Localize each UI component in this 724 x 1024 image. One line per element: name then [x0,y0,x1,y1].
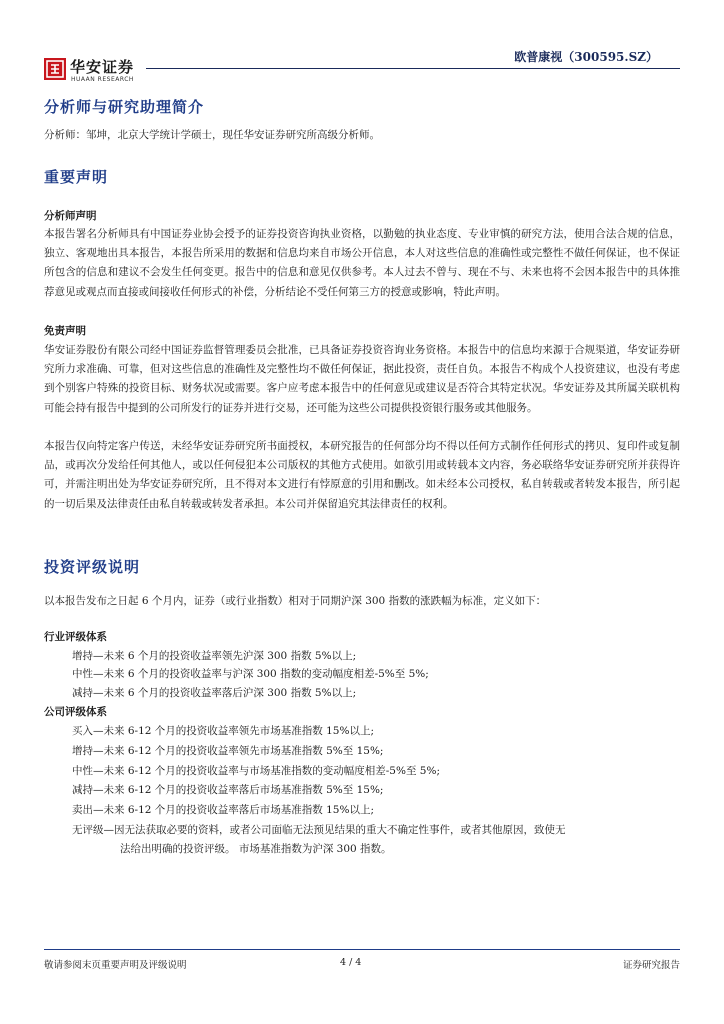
company-rating-item: 减持—未来 6-12 个月的投资收益率落后市场基准指数 5%至 15%; [72,784,384,796]
disclaimer-title: 免责声明 [44,325,86,337]
analyst-statement-title: 分析师声明 [44,210,97,222]
company-rating-item: 中性—未来 6-12 个月的投资收益率与市场基准指数的变动幅度相差-5%至 5%; [72,765,441,777]
footer-left-note: 敬请参阅末页重要声明及评级说明 [44,960,187,971]
company-rating-item: 增持—未来 6-12 个月的投资收益率领先市场基准指数 5%至 15%; [72,745,384,757]
header-divider [146,68,680,69]
company-rating-item: 买入—未来 6-12 个月的投资收益率领先市场基准指数 15%以上; [72,725,374,737]
company-logo [44,58,144,84]
analyst-section-title: 分析师与研究助理简介 [44,98,205,116]
disclaimer-section-title: 重要声明 [44,168,109,186]
analyst-intro-text: 分析师：邹坤，北京大学统计学硕士，现任华安证券研究所高级分析师。 [44,129,380,141]
disclaimer-text-1: 华安证券股份有限公司经中国证券监督管理委员会批准，已具备证券投资咨询业务资格。本报告中的信息均来源于合规渠道，华安证券研究所力求准确、可靠，但对这些信息的准确性及完整性均不做任何保证，据此投资，责任自负。本报告不构成个人投资建议，也没有考虑到个别客户特殊的投资目标、财务状况或需要。客户应考虑本报告中的任何意见或建议是否符合其特定状况。华安证券及其所属关联机构可能会持有报告中提到的公司所发行的证券并进行交易，还可能为这些公司提供投资银行服务或其他服务。 [44,344,680,414]
no-rating-line: 无评级—因无法获取必要的资料，或者公司面临无法预见结果的重大不确定性事件，或者其他原因，致使无 [72,824,566,836]
industry-rating-item: 中性—未来 6 个月的投资收益率与沪深 300 指数的变动幅度相差-5%至 5%; [72,668,429,680]
disclaimer-text-2: 本报告仅向特定客户传送，未经华安证券研究所书面授权，本研究报告的任何部分均不得以任何方式制作任何形式的拷贝、复印件或复制品，或再次分发给任何其他人，或以任何侵犯本公司版权的其他方式使用。如欲引用或转载本文内容，务必联络华安证券研究所并获得许可，并需注明出处为华安证券研究所，且不得对本文进行有悖原意的引用和删改。如未经本公司授权，私自转载或者转发本报告，所引起的一切后果及法律责任由私自转载或转发者承担。本公司并保留追究其法律责任的权利。 [44,440,680,510]
page-number: 4 / 4 [340,957,362,968]
industry-rating-item: 减持—未来 6 个月的投资收益率落后沪深 300 指数 5%以上; [72,687,357,699]
logo-english-name: HUAAN RESEARCH [71,76,134,83]
company-rating-title: 公司评级体系 [44,706,107,718]
footer-divider [44,949,680,950]
huaan-logo-icon [44,58,66,80]
analyst-statement-text: 本报告署名分析师具有中国证券业协会授予的证券投资咨询执业资格，以勤勉的执业态度、专业审慎的研究方法，使用合法合规的信息，独立、客观地出具本报告，本报告所采用的数据和信息均来自市场公开信息，本人对这些信息的准确性或完整性不做任何保证，也不保证所包含的信息和建议不会发生任何变更。报告中的信息和意见仅供参考。本人过去不曾与、现在不与、未来也将不会因本报告中的具体推荐意见或观点而直接或间接收任何形式的补偿，分析结论不受任何第三方的授意或影响，特此声明。 [44,228,680,298]
logo-chinese-name: 华安证券 [70,58,135,76]
footer-right-note: 证券研究报告 [622,960,680,971]
page-header [0,0,724,90]
rating-intro-text: 以本报告发布之日起 6 个月内，证券（或行业指数）相对于同期沪深 300 指数的涨跌幅为标准，定义如下： [44,595,547,607]
industry-rating-title: 行业评级体系 [44,631,107,643]
rating-section-title: 投资评级说明 [44,558,141,576]
industry-rating-item: 增持—未来 6 个月的投资收益率领先沪深 300 指数 5%以上; [72,650,357,662]
no-rating-line: 法给出明确的投资评级。 市场基准指数为沪深 300 指数。 [120,843,392,855]
company-rating-item: 卖出—未来 6-12 个月的投资收益率落后市场基准指数 15%以上; [72,804,374,816]
report-stock-code: 欧普康视（300595.SZ） [514,50,658,64]
